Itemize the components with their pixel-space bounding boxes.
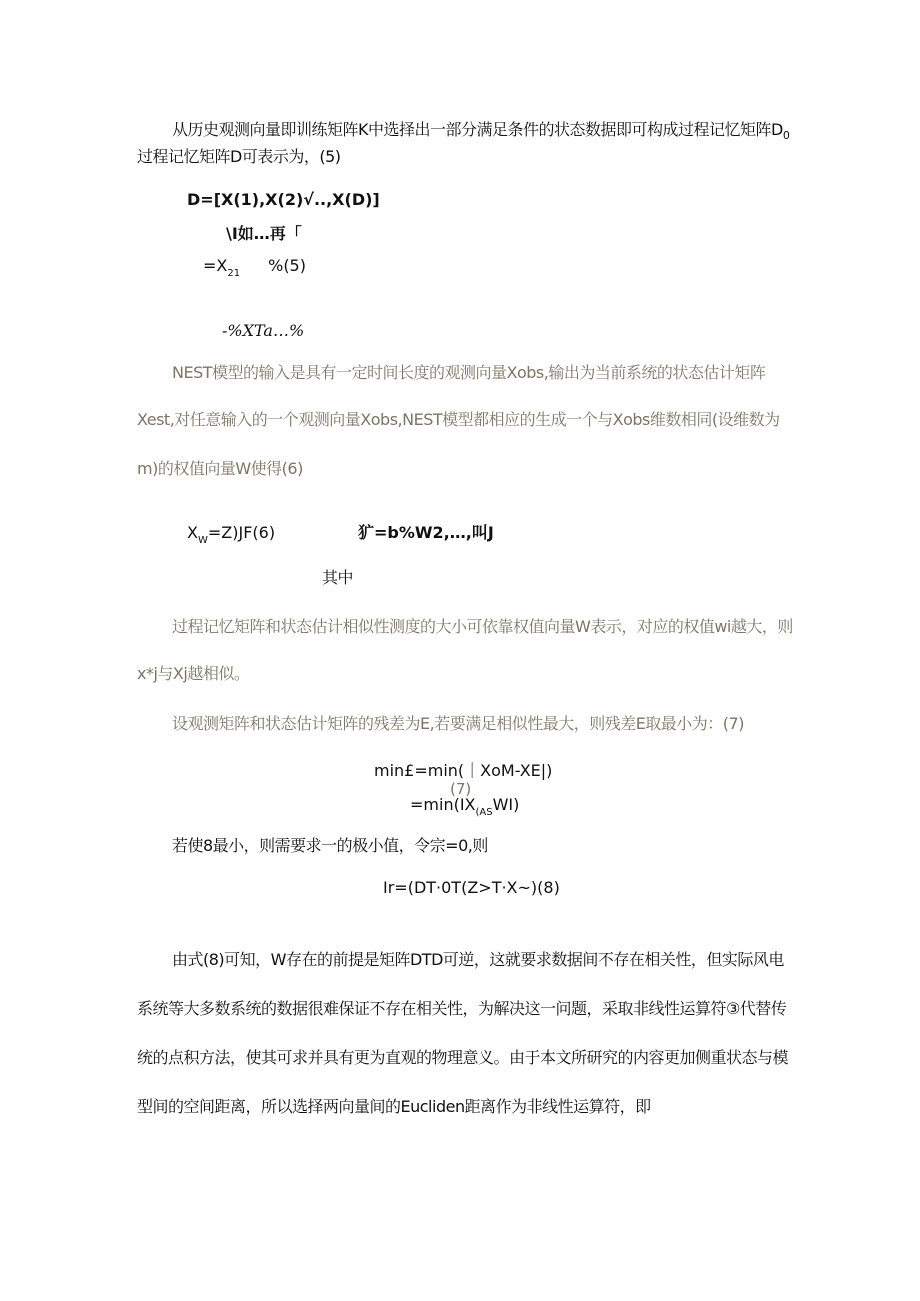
eq5-line3 [203, 256, 306, 279]
para2-line3: m)的权值向量W使得(6) [137, 459, 303, 478]
eq7-line2 [410, 795, 520, 818]
para5-line1: 若使8最小，则需要求一的极小值，令宗=0,则 [172, 836, 488, 855]
eq6-left-subscript: W [197, 535, 208, 546]
eq8-line1: Ir=(DT·0T(Z>T·X~)(8) [383, 878, 560, 897]
para6-line2: 系统等大多数系统的数据很难保证不存在相关性，为解决这一问题，采取非线性运算符③代替传 [137, 999, 787, 1018]
eq5-line3-a: =X [203, 256, 228, 275]
para1-line2: 过程记忆矩阵D可表示为，(5) [137, 147, 341, 166]
eq5-line2: \I如…再「 [226, 224, 302, 243]
para2-line2: Xest,对任意输入的一个观测向量Xobs,NEST模型都相应的生成一个与Xobs维数相同(设维数为 [137, 410, 780, 429]
eq6-left [187, 523, 276, 546]
para3-line2: x*j与Xj越相似。 [137, 664, 250, 683]
para6-line3: 统的点积方法，使其可求并具有更为直观的物理意义。由于本文所研究的内容更加侧重状态与模 [137, 1048, 789, 1067]
eq7-line2-subscript: (AS [475, 807, 493, 818]
eq5-line3-subscript: 21 [227, 268, 241, 279]
eq5-line1: D=[X(1),X(2)√..,X(D)] [187, 190, 380, 209]
eq7-label: (7) [450, 780, 472, 798]
eq7-line2-b: WI) [492, 795, 520, 814]
para3-line1: 过程记忆矩阵和状态估计相似性测度的大小可依靠权值向量W表示，对应的权值wi越大，则 [172, 617, 793, 636]
eq6-where: 其中 [322, 568, 354, 587]
para1-line1-text: 从历史观测向量即训练矩阵K中选择出一部分满足条件的状态数据即可构成过程记忆矩阵D [172, 120, 783, 139]
para4-line1: 设观测矩阵和状态估计矩阵的残差为E,若要满足相似性最大，则残差E取最小为：(7) [172, 714, 744, 733]
eq6-right: 犷=b%W2,…,叫J [358, 523, 494, 542]
para2-line1: NEST模型的输入是具有一定时间长度的观测向量Xobs,输出为当前系统的状态估计矩阵 [172, 363, 766, 382]
eq5-line4: -%XTa…% [222, 321, 305, 340]
eq6-left-b: =Z)JF(6) [207, 523, 276, 542]
para6-line4: 型间的空间距离，所以选择两向量间的Eucliden距离作为非线性运算符，即 [137, 1097, 651, 1116]
eq5-line3-b: %(5) [268, 256, 306, 275]
eq6-left-a: X [187, 523, 198, 542]
para1-line1 [172, 120, 790, 142]
eq7-line2-a: =min(IX [410, 795, 476, 814]
para6-line1: 由式(8)可知，W存在的前提是矩阵DTD可逆，这就要求数据间不存在相关性，但实际风电 [172, 950, 784, 969]
eq7-line1: min£=min(｜XoM-XE|) [374, 761, 553, 780]
para1-line1-subscript: 0 [782, 129, 790, 142]
